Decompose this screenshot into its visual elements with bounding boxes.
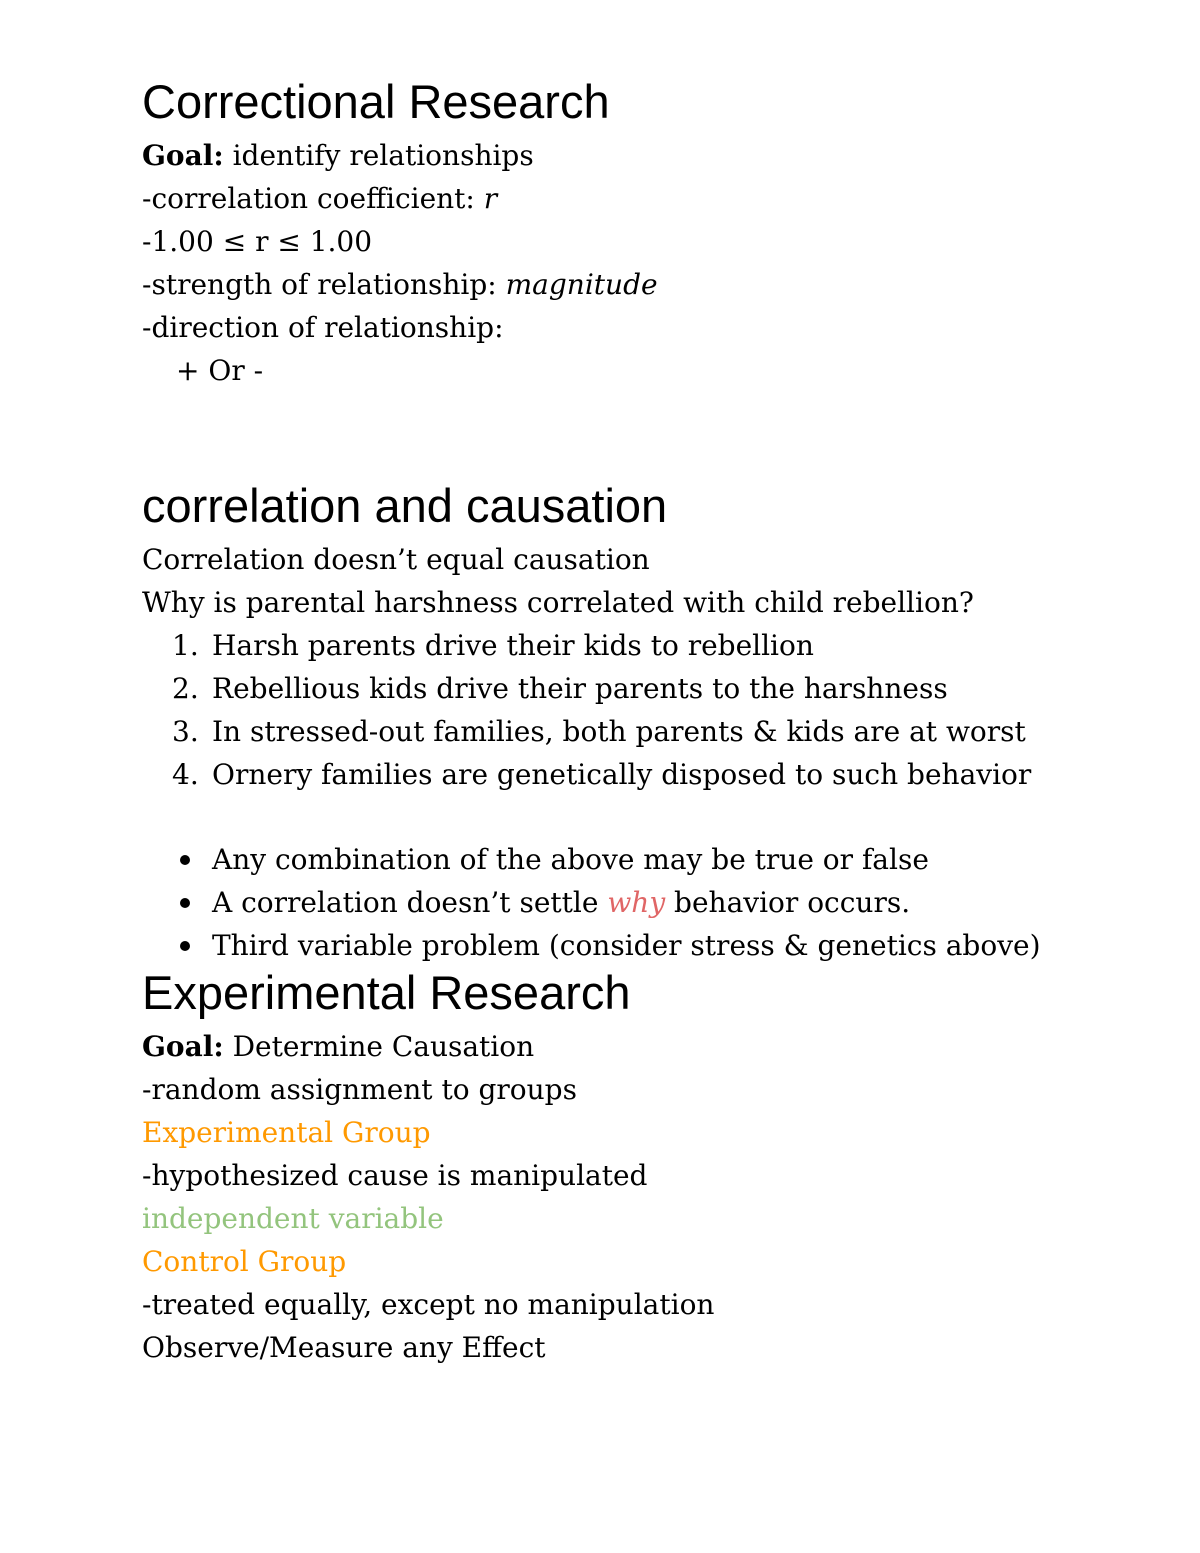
treated-line: -treated equally, except no manipulation <box>142 1288 715 1321</box>
goal-line <box>142 1025 1142 1068</box>
bullet-text: Third variable problem (consider stress & genetics above) <box>212 929 1041 962</box>
control-group-label: Control Group <box>142 1245 347 1278</box>
bullet-item <box>142 924 1142 967</box>
bullet-text-post: behavior occurs. <box>665 886 911 919</box>
direction-line: -direction of relationship: <box>142 311 504 344</box>
list-number: 1. <box>172 629 199 662</box>
causation-statement: Correlation doesn’t equal causation <box>142 543 650 576</box>
strength-text: -strength of relationship: <box>142 268 506 301</box>
random-assignment-line: -random assignment to groups <box>142 1073 577 1106</box>
goal-line <box>142 134 1142 177</box>
observe-line: Observe/Measure any Effect <box>142 1331 546 1364</box>
spacer <box>142 796 1142 838</box>
list-item <box>142 624 1142 667</box>
hypothesized-line: -hypothesized cause is manipulated <box>142 1159 648 1192</box>
goal-text: identify relationships <box>223 139 534 172</box>
range-line: -1.00 ≤ r ≤ 1.00 <box>142 225 373 258</box>
goal-text: Determine Causation <box>223 1030 535 1063</box>
list-text: Rebellious kids drive their parents to the harshness <box>212 672 948 705</box>
bullet-icon <box>180 941 190 951</box>
list-item <box>142 667 1142 710</box>
bullet-icon <box>180 898 190 908</box>
emphasis-why: why <box>607 886 666 919</box>
signs-line: + Or - <box>176 354 264 387</box>
bullet-list <box>142 838 1142 967</box>
document-page <box>142 70 1142 1369</box>
bullet-item <box>142 881 1142 924</box>
list-number: 2. <box>172 672 199 705</box>
list-text: Harsh parents drive their kids to rebellion <box>212 629 814 662</box>
heading-correlational-research: Correctional Research <box>142 75 610 128</box>
list-number: 4. <box>172 758 199 791</box>
list-text: Ornery families are genetically disposed to such behavior <box>212 758 1032 791</box>
goal-label: Goal: <box>142 1030 224 1063</box>
list-text: In stressed-out families, both parents & kids are at worst <box>212 715 1026 748</box>
bullet-item <box>142 838 1142 881</box>
spacer <box>142 392 1142 474</box>
independent-variable-label: independent variable <box>142 1202 444 1235</box>
coefficient-line <box>142 177 1142 220</box>
experimental-group-label: Experimental Group <box>142 1116 431 1149</box>
heading-experimental-research: Experimental Research <box>142 966 631 1019</box>
strength-term: magnitude <box>505 268 658 301</box>
bullet-text: Any combination of the above may be true or false <box>212 843 929 876</box>
list-number: 3. <box>172 715 199 748</box>
coefficient-text: -correlation coefficient: <box>142 182 484 215</box>
question-line: Why is parental harshness correlated with child rebellion? <box>142 586 974 619</box>
strength-line <box>142 263 1142 306</box>
list-item <box>142 753 1142 796</box>
coefficient-variable: r <box>483 182 498 215</box>
goal-label: Goal: <box>142 139 224 172</box>
numbered-list <box>142 624 1142 796</box>
heading-correlation-causation: correlation and causation <box>142 479 668 532</box>
bullet-icon <box>180 855 190 865</box>
bullet-text-pre: A correlation doesn’t settle <box>212 886 608 919</box>
list-item <box>142 710 1142 753</box>
